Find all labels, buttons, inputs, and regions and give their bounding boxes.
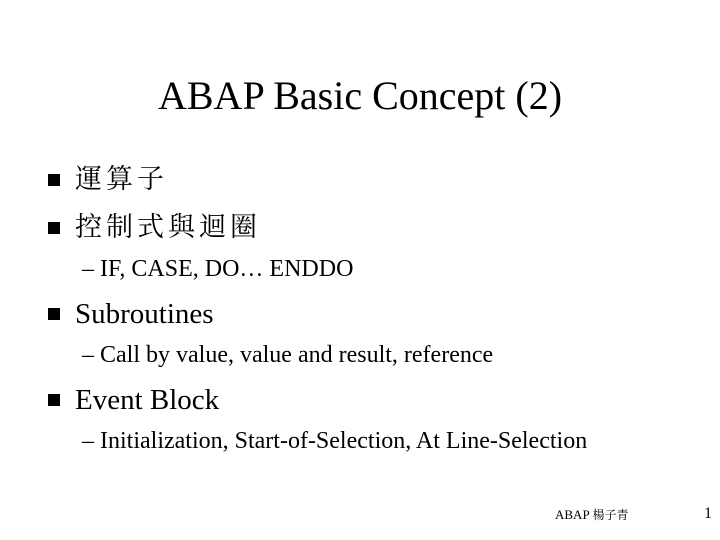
- slide-title: ABAP Basic Concept (2): [157, 73, 563, 118]
- subitem-call-types: – Call by value, value and result, reference: [82, 342, 494, 368]
- subitem-control-statements: – IF, CASE, DO… ENDDO: [82, 256, 354, 282]
- square-bullet-icon: [48, 394, 60, 406]
- bullet-control-loops: [48, 210, 261, 246]
- bullet-subroutines: [48, 296, 214, 332]
- square-bullet-icon: [48, 174, 60, 186]
- subitem-events: – Initialization, Start-of-Selection, At Line-Selection: [82, 428, 588, 454]
- bullet-event-block: [48, 382, 219, 418]
- bullet-label: 運算子: [75, 164, 168, 195]
- bullet-label: Subroutines: [75, 298, 214, 330]
- bullet-label: Event Block: [75, 384, 220, 416]
- square-bullet-icon: [48, 222, 60, 234]
- footer-author: 楊子青: [592, 508, 629, 522]
- footer-label: ABAP: [555, 507, 590, 522]
- bullet-operators: [48, 162, 168, 198]
- slide-footer: [555, 506, 628, 524]
- page-number: 1: [704, 505, 712, 522]
- bullet-label: 控制式與迴圈: [75, 212, 261, 243]
- square-bullet-icon: [48, 308, 60, 320]
